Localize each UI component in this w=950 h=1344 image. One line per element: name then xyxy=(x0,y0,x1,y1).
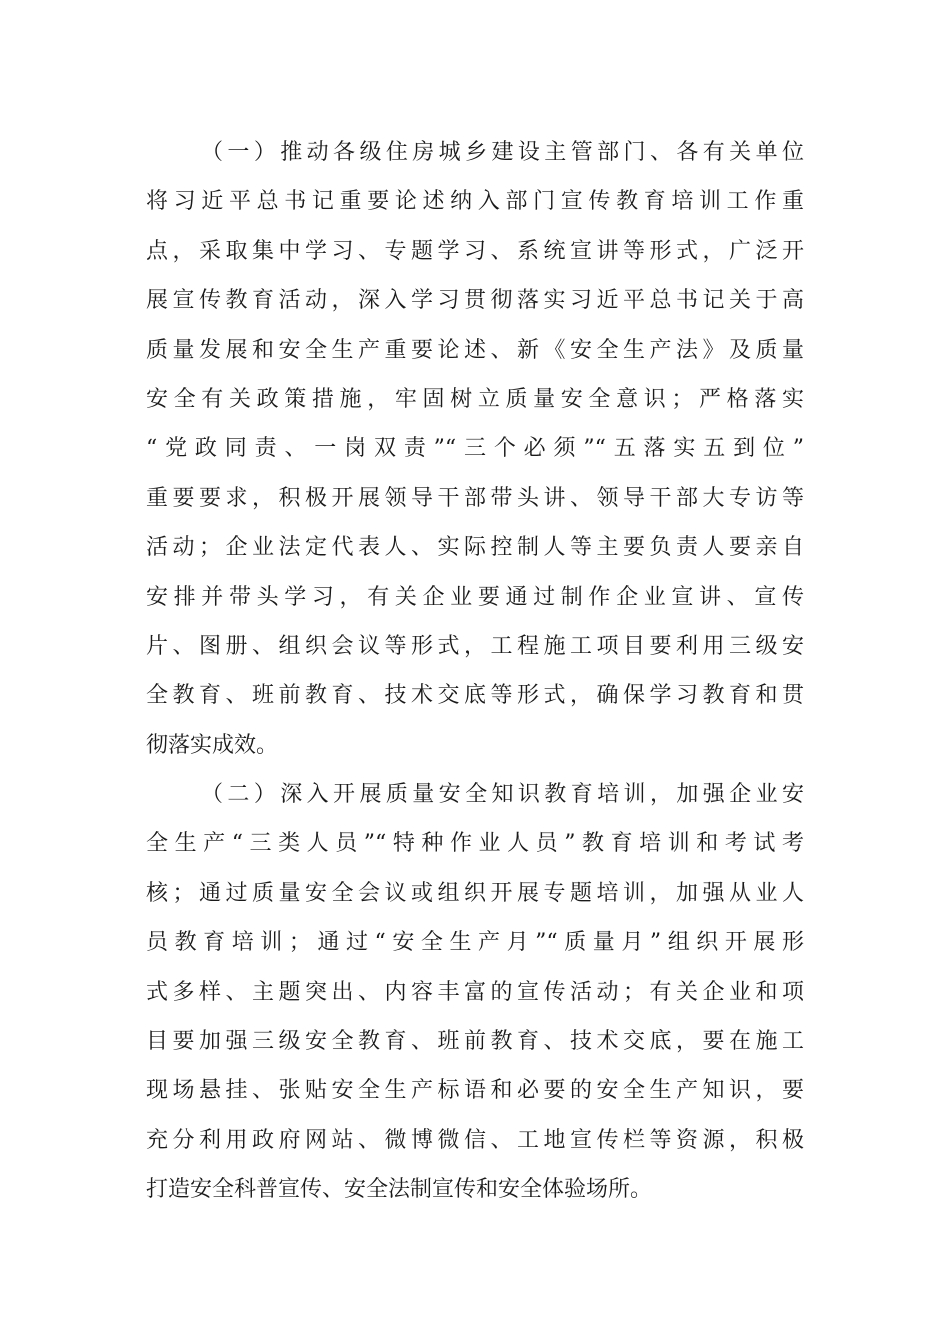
paragraph-line: 展宣传教育活动，深入学习贯彻落实习近平总书记关于高 xyxy=(146,288,804,314)
paragraph-line: 目要加强三级安全教育、班前教育、技术交底，要在施工 xyxy=(146,1029,804,1055)
paragraph-line: 核；通过质量安全会议或组织开展专题培训，加强从业人 xyxy=(146,880,804,906)
paragraph-line: 安排并带头学习，有关企业要通过制作企业宣讲、宣传 xyxy=(146,584,804,610)
paragraph-line: 式多样、主题突出、内容丰富的宣传活动；有关企业和项 xyxy=(146,979,804,1005)
paragraph-line: （二）深入开展质量安全知识教育培训，加强企业安 xyxy=(201,782,804,808)
paragraph-line: 点，采取集中学习、专题学习、系统宣讲等形式，广泛开 xyxy=(146,238,804,264)
paragraph-line: 活动；企业法定代表人、实际控制人等主要负责人要亲自 xyxy=(146,535,804,561)
document-body xyxy=(146,128,804,1215)
paragraph-line: 彻落实成效。 xyxy=(146,732,279,758)
paragraph-line: 质量发展和安全生产重要论述、新《安全生产法》及质量 xyxy=(146,337,804,363)
paragraph-2 xyxy=(146,770,804,1215)
paragraph-line: 重要要求，积极开展领导干部带头讲、领导干部大专访等 xyxy=(146,485,804,511)
paragraph-line: 全教育、班前教育、技术交底等形式，确保学习教育和贯 xyxy=(146,683,804,709)
paragraph-line: 全生产“三类人员”“特种作业人员”教育培训和考试考 xyxy=(146,831,804,857)
paragraph-line: “党政同责、一岗双责”“三个必须”“五落实五到位” xyxy=(146,436,804,462)
paragraph-line: 片、图册、组织会议等形式，工程施工项目要利用三级安 xyxy=(146,633,804,659)
paragraph-1 xyxy=(146,128,804,770)
paragraph-line: 员教育培训；通过“安全生产月”“质量月”组织开展形 xyxy=(146,930,804,956)
paragraph-line: 充分利用政府网站、微博微信、工地宣传栏等资源，积极 xyxy=(146,1127,804,1153)
paragraph-line: 打造安全科普宣传、安全法制宣传和安全体验场所。 xyxy=(146,1177,653,1203)
paragraph-line: （一）推动各级住房城乡建设主管部门、各有关单位 xyxy=(201,140,804,165)
paragraph-line: 将习近平总书记重要论述纳入部门宣传教育培训工作重 xyxy=(146,189,804,215)
paragraph-line: 安全有关政策措施，牢固树立质量安全意识；严格落实 xyxy=(146,386,804,412)
paragraph-line: 现场悬挂、张贴安全生产标语和必要的安全生产知识，要 xyxy=(146,1078,804,1104)
